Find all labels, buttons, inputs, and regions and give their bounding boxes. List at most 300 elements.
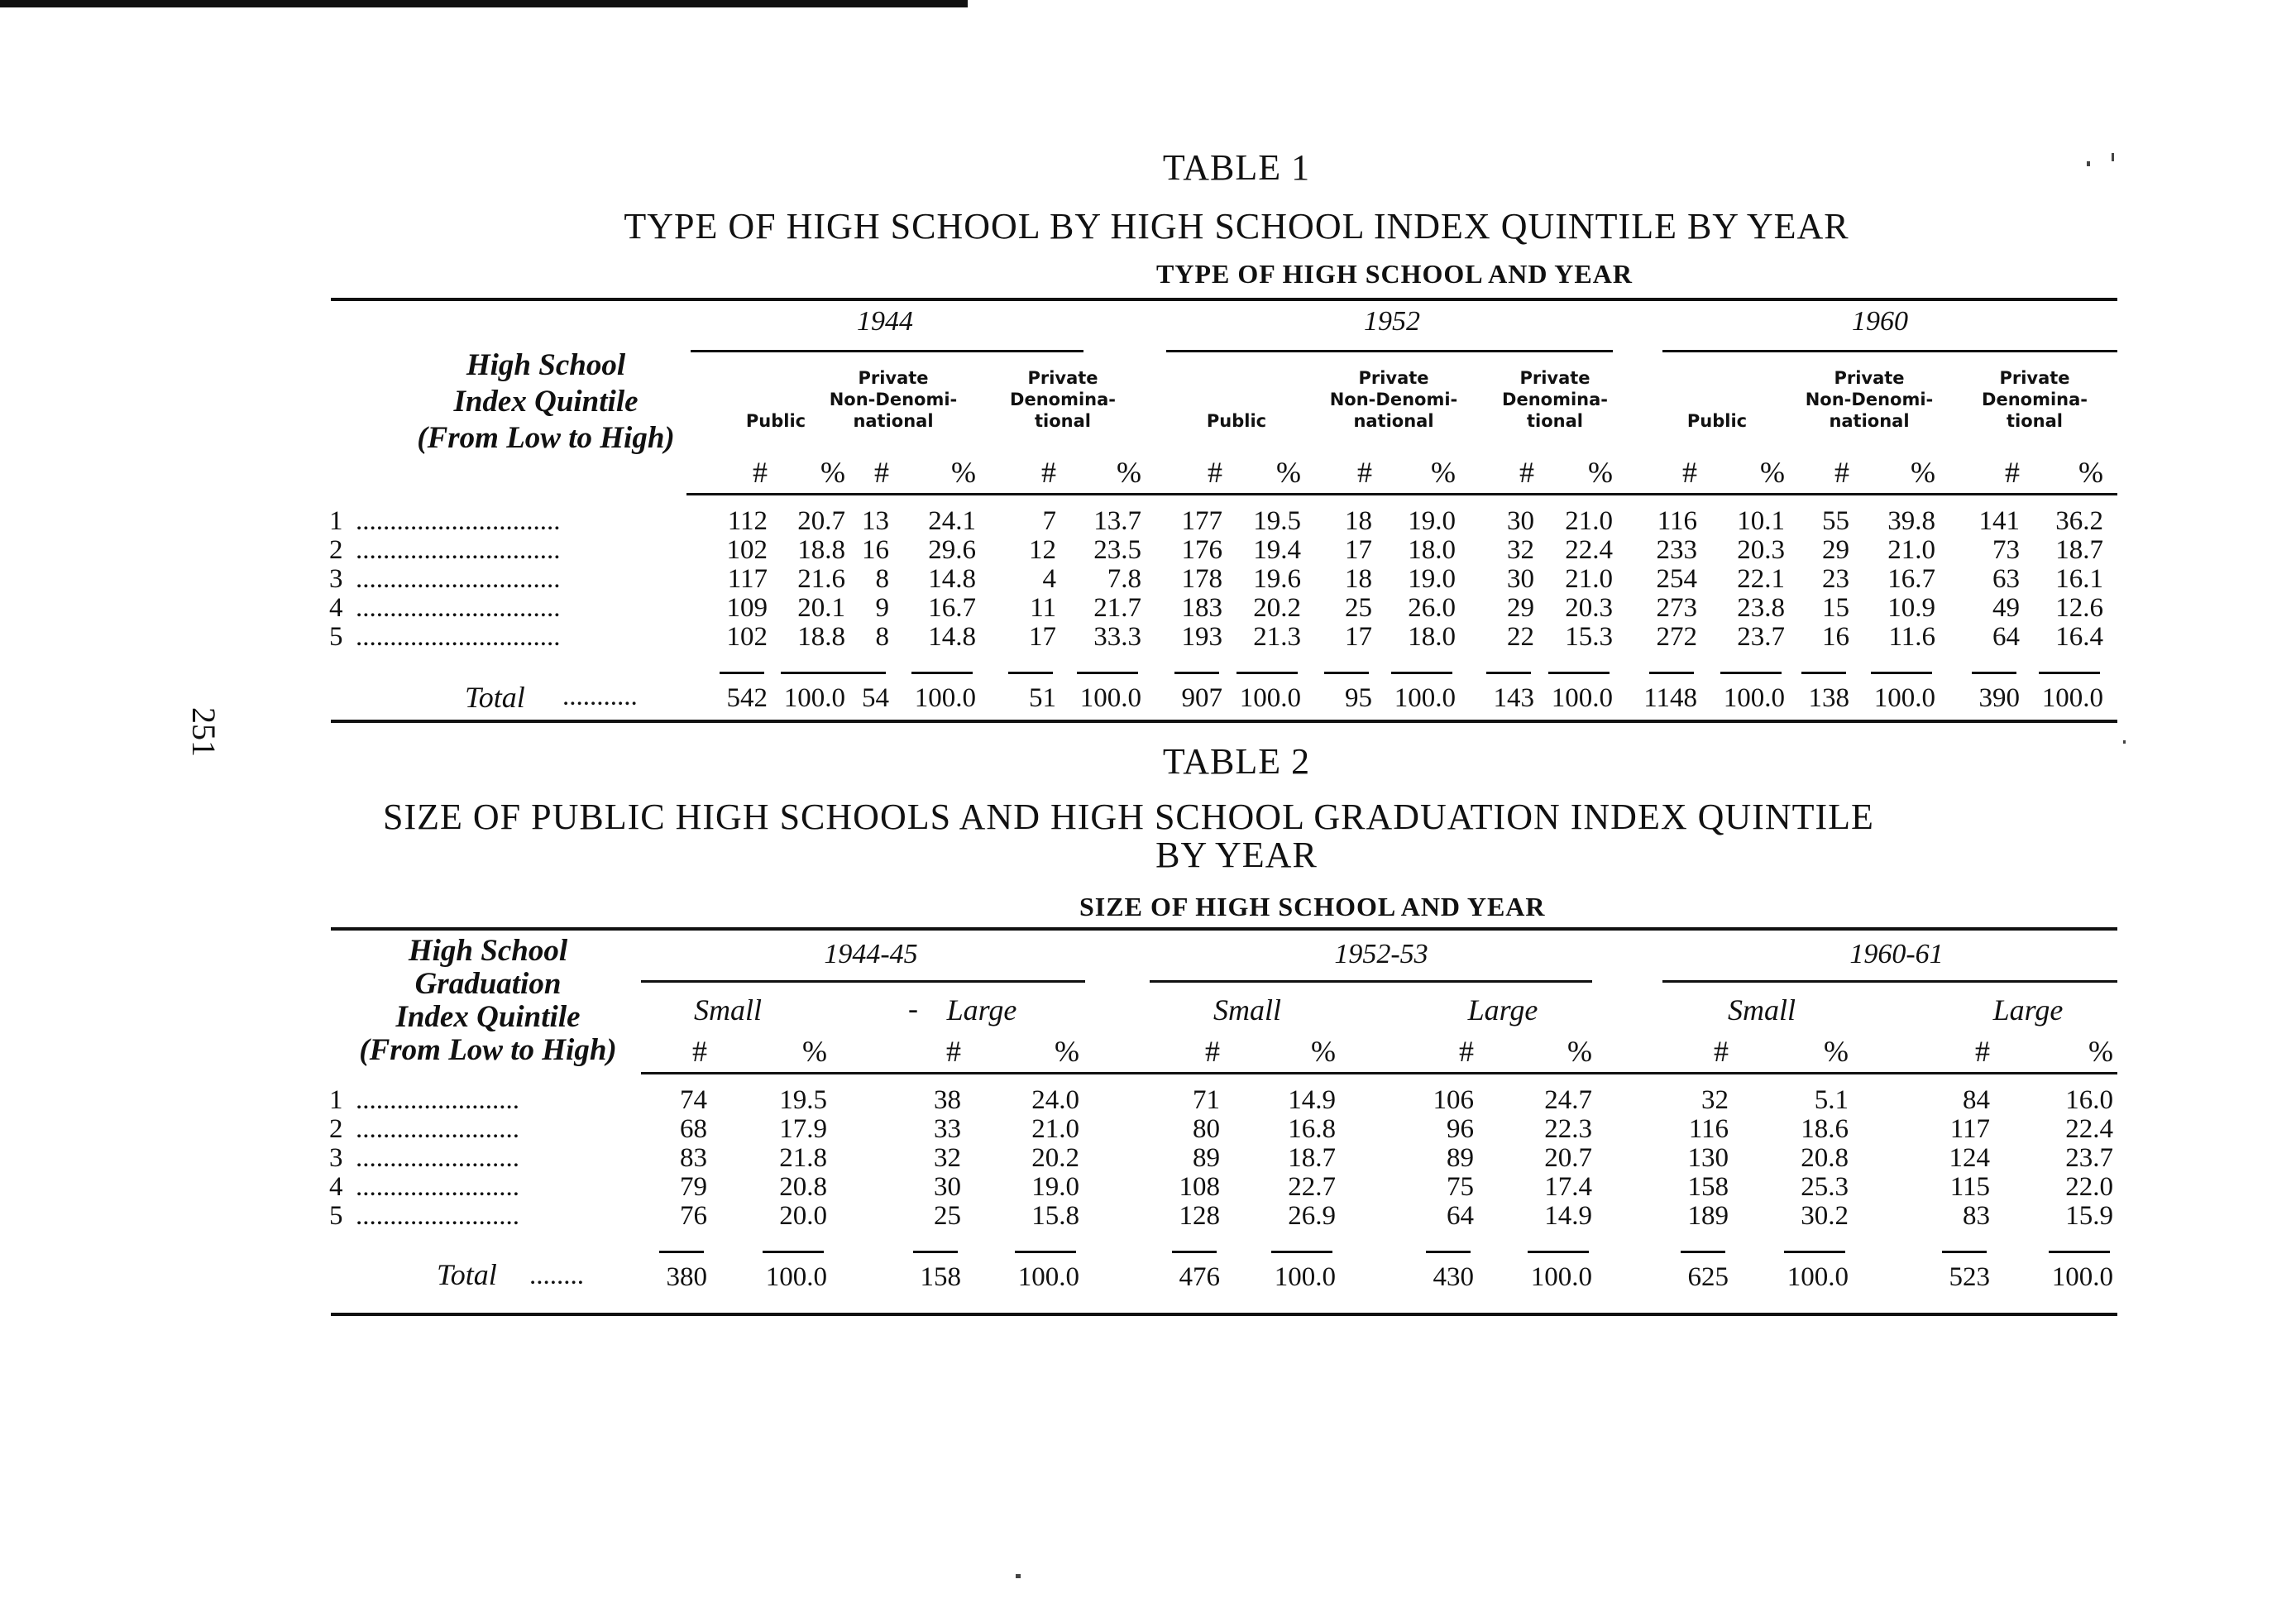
table1-type-header: Private xyxy=(1027,368,1098,388)
table2-cell-percent: 25.3 xyxy=(1801,1172,1849,1202)
table2-total-percent: 100.0 xyxy=(1017,1262,1079,1292)
table2-cell-percent: 14.9 xyxy=(1544,1201,1592,1231)
table2-total-dash xyxy=(763,1251,824,1253)
table2-total-count: 158 xyxy=(920,1262,961,1292)
table2-cell-percent: 16.0 xyxy=(2065,1085,2113,1115)
table2-cell-percent: 22.7 xyxy=(1288,1172,1336,1202)
table2-number-symbol: # xyxy=(1205,1035,1220,1068)
table1-cell-count: 8 xyxy=(875,564,889,594)
table1-cell-count: 4 xyxy=(1042,564,1056,594)
table1-cell-count: 233 xyxy=(1656,535,1697,565)
table2-cell-percent: 18.6 xyxy=(1801,1114,1849,1144)
table1-spanner: TYPE OF HIGH SCHOOL AND YEAR xyxy=(1156,259,1633,289)
table2-stub-head-line: Graduation xyxy=(414,967,562,1001)
table1-stub-head-line: (From Low to High) xyxy=(417,421,675,455)
table1-type-header: national xyxy=(853,411,934,431)
table2-spanner: SIZE OF HIGH SCHOOL AND YEAR xyxy=(1079,892,1546,921)
table1-total-percent: 100.0 xyxy=(783,683,845,713)
table2-stub-head-line: Index Quintile xyxy=(395,1000,581,1034)
table2-row-label: 5 xyxy=(329,1201,343,1231)
table2-label: TABLE 2 xyxy=(1162,741,1311,782)
table2-cell-count: 30 xyxy=(934,1172,961,1202)
table1-cell-percent: 29.6 xyxy=(928,535,976,565)
table1-row-label: 3 xyxy=(329,564,343,594)
table2-row-leader: ........................ xyxy=(356,1085,519,1115)
table1-cell-count: 30 xyxy=(1507,564,1534,594)
table1-cell-count: 9 xyxy=(875,593,889,623)
table2-year-1952-53: 1952-53 xyxy=(1334,939,1428,969)
table1-cell-count: 273 xyxy=(1656,593,1697,623)
table1-cell-count: 30 xyxy=(1507,506,1534,536)
table1-cell-percent: 16.1 xyxy=(2055,564,2103,594)
table1-cell-percent: 22.1 xyxy=(1737,564,1785,594)
table1-row-leader: .............................. xyxy=(356,593,561,623)
table1-cell-percent: 12.6 xyxy=(2055,593,2103,623)
table2-cell-count: 79 xyxy=(680,1172,707,1202)
table1-number-symbol: # xyxy=(753,456,768,489)
table1-number-symbol: # xyxy=(1834,456,1849,489)
table2-cell-percent: 15.9 xyxy=(2065,1201,2113,1231)
table2-percent-symbol: % xyxy=(1055,1035,1079,1068)
table1-cell-count: 13 xyxy=(862,506,889,536)
table2-row-label: 1 xyxy=(329,1085,343,1115)
table1-cell-percent: 20.2 xyxy=(1253,593,1301,623)
table1-top-rule xyxy=(331,298,2117,301)
table2-cell-percent: 20.8 xyxy=(779,1172,827,1202)
table2-cell-percent: 22.4 xyxy=(2065,1114,2113,1144)
table1-cell-percent: 19.5 xyxy=(1253,506,1301,536)
table1-total-dash xyxy=(1486,672,1531,674)
table1-cell-percent: 23.8 xyxy=(1737,593,1785,623)
table1-cell-count: 102 xyxy=(726,535,768,565)
table2-cell-count: 108 xyxy=(1179,1172,1220,1202)
table2-percent-symbol: % xyxy=(802,1035,827,1068)
table2-cell-count: 115 xyxy=(1949,1172,1990,1202)
table1-total-percent: 100.0 xyxy=(2041,683,2103,713)
table1-cell-percent: 39.8 xyxy=(1887,506,1935,536)
table1-year-1944: 1944 xyxy=(857,306,913,337)
table2-cell-count: 89 xyxy=(1193,1143,1220,1173)
table1-cell-percent: 22.4 xyxy=(1565,535,1613,565)
table1-number-symbol: # xyxy=(1357,456,1372,489)
table1-cell-percent: 10.1 xyxy=(1737,506,1785,536)
table2-cell-count: 128 xyxy=(1179,1201,1220,1231)
table2-total-percent: 100.0 xyxy=(2051,1262,2113,1292)
table2-row-leader: ........................ xyxy=(356,1201,519,1231)
table2-total-dash xyxy=(1784,1251,1845,1253)
table2-cell-percent: 19.0 xyxy=(1031,1172,1079,1202)
table2-cell-count: 96 xyxy=(1447,1114,1474,1144)
table2-bottom-rule xyxy=(331,1313,2117,1316)
table1-cell-count: 272 xyxy=(1656,622,1697,652)
table1-cell-percent: 36.2 xyxy=(2055,506,2103,536)
table1-cell-percent: 16.4 xyxy=(2055,622,2103,652)
table2-row-label: 4 xyxy=(329,1172,343,1202)
table2-cell-percent: 21.8 xyxy=(779,1143,827,1173)
table2-cell-count: 130 xyxy=(1687,1143,1729,1173)
table1-total-dash xyxy=(1649,672,1694,674)
table1-total-count: 143 xyxy=(1493,683,1534,713)
table2-cell-count: 116 xyxy=(1688,1114,1729,1144)
table2-cell-count: 32 xyxy=(934,1143,961,1173)
table2-cell-count: 189 xyxy=(1687,1201,1729,1231)
table1-cell-count: 11 xyxy=(1030,593,1056,623)
table1-total-dash xyxy=(1008,672,1053,674)
table1-type-header: national xyxy=(1829,411,1910,431)
table1-total-dash xyxy=(1174,672,1219,674)
table1-total-count: 907 xyxy=(1181,683,1222,713)
table2-total-count: 380 xyxy=(666,1262,707,1292)
table1-cell-count: 17 xyxy=(1029,622,1056,652)
table1-cell-percent: 21.0 xyxy=(1565,564,1613,594)
table1-cell-percent: 14.8 xyxy=(928,564,976,594)
table2-cell-percent: 20.7 xyxy=(1544,1143,1592,1173)
table1-percent-symbol: % xyxy=(951,456,976,489)
table1-cell-count: 7 xyxy=(1042,506,1056,536)
table1-cell-count: 32 xyxy=(1507,535,1534,565)
table2-number-symbol: # xyxy=(1714,1035,1729,1068)
table2-total-label: Total xyxy=(437,1258,497,1291)
table2-cell-count: 76 xyxy=(680,1201,707,1231)
table1-total-percent: 100.0 xyxy=(1551,683,1613,713)
table2-total-dash xyxy=(2049,1251,2110,1253)
table2-cell-count: 38 xyxy=(934,1085,961,1115)
table1-percent-symbol: % xyxy=(1760,456,1785,489)
table1-cell-percent: 16.7 xyxy=(1887,564,1935,594)
table1-total-percent: 100.0 xyxy=(1394,683,1456,713)
table1-type-header: Non-Denomi- xyxy=(829,390,958,409)
table2-total-count: 476 xyxy=(1179,1262,1220,1292)
table1-cell-count: 55 xyxy=(1822,506,1849,536)
table1-header-rule xyxy=(686,493,2117,495)
table1-total-dash xyxy=(1324,672,1369,674)
table1-cell-percent: 21.3 xyxy=(1253,622,1301,652)
table1-number-symbol: # xyxy=(1041,456,1056,489)
table1-total-count: 1148 xyxy=(1643,683,1697,713)
table1-number-symbol: # xyxy=(1682,456,1697,489)
table1-row-leader: .............................. xyxy=(356,622,561,652)
table1-cell-count: 29 xyxy=(1507,593,1534,623)
table1-total-dash xyxy=(841,672,886,674)
table1-type-header: Denomina- xyxy=(1502,390,1608,409)
table1-total-dash xyxy=(911,672,973,674)
table2-percent-symbol: % xyxy=(1567,1035,1592,1068)
table1-percent-symbol: % xyxy=(1588,456,1613,489)
table2-cell-count: 84 xyxy=(1963,1085,1990,1115)
table2-total-dash xyxy=(1942,1251,1987,1253)
table2-total-count: 625 xyxy=(1687,1262,1729,1292)
table1-cell-count: 254 xyxy=(1656,564,1697,594)
table2-cell-percent: 18.7 xyxy=(1288,1143,1336,1173)
table2-row-leader: ........................ xyxy=(356,1143,519,1173)
table1-cell-percent: 23.5 xyxy=(1093,535,1141,565)
table2-cell-percent: 20.2 xyxy=(1031,1143,1079,1173)
table1-cell-percent: 20.3 xyxy=(1565,593,1613,623)
scan-top-edge xyxy=(0,0,968,7)
table1-cell-percent: 26.0 xyxy=(1408,593,1456,623)
table2-row-leader: ........................ xyxy=(356,1114,519,1144)
table2-cell-percent: 22.3 xyxy=(1544,1114,1592,1144)
table1-cell-percent: 21.6 xyxy=(797,564,845,594)
table2-size-header: Large xyxy=(1467,993,1538,1027)
table2-total-dash xyxy=(1681,1251,1725,1253)
table1-cell-count: 8 xyxy=(875,622,889,652)
table1-total-count: 390 xyxy=(1978,683,2020,713)
table1-type-header: Public xyxy=(1686,411,1748,431)
table2-cell-count: 33 xyxy=(934,1114,961,1144)
table1-cell-count: 176 xyxy=(1181,535,1222,565)
table1-type-header: Private xyxy=(1358,368,1429,388)
table1-bottom-rule xyxy=(331,720,2117,723)
table1-total-leader: ........... xyxy=(562,682,638,711)
table1-cell-count: 25 xyxy=(1345,593,1372,623)
table1-cell-count: 18 xyxy=(1345,564,1372,594)
table1-cell-count: 63 xyxy=(1992,564,2020,594)
table1-type-header: Denomina- xyxy=(1010,390,1116,409)
scan-speck xyxy=(1016,1574,1021,1578)
table2-cell-percent: 17.9 xyxy=(779,1114,827,1144)
table2-cell-percent: 5.1 xyxy=(1814,1085,1849,1115)
table1-cell-count: 193 xyxy=(1181,622,1222,652)
table1-year-rule xyxy=(1662,350,2117,352)
table1-percent-symbol: % xyxy=(1117,456,1141,489)
table1-total-dash xyxy=(1391,672,1452,674)
table1-cell-percent: 11.6 xyxy=(1888,622,1935,652)
table2-cell-percent: 26.9 xyxy=(1288,1201,1336,1231)
table1-cell-percent: 18.8 xyxy=(797,535,845,565)
table2-total-percent: 100.0 xyxy=(1274,1262,1336,1292)
table1-number-symbol: # xyxy=(1519,456,1534,489)
table1-number-symbol: # xyxy=(2005,456,2020,489)
table1-cell-percent: 18.7 xyxy=(2055,535,2103,565)
table1-total-percent: 100.0 xyxy=(914,683,976,713)
table1-cell-percent: 10.9 xyxy=(1887,593,1935,623)
table2-year-1960-61: 1960-61 xyxy=(1849,939,1944,969)
table2-cell-percent: 30.2 xyxy=(1801,1201,1849,1231)
table2-cell-percent: 15.8 xyxy=(1031,1201,1079,1231)
table1-year-1952: 1952 xyxy=(1364,306,1420,337)
table1-cell-count: 17 xyxy=(1345,622,1372,652)
table1-total-dash xyxy=(1720,672,1782,674)
table1-cell-percent: 18.0 xyxy=(1408,535,1456,565)
table1-type-header: Private xyxy=(1519,368,1590,388)
table2-cell-percent: 19.5 xyxy=(779,1085,827,1115)
table1-type-header: Denomina- xyxy=(1982,390,2088,409)
table2-title-line2: BY YEAR xyxy=(1155,835,1318,875)
table1-cell-count: 109 xyxy=(726,593,768,623)
table1-cell-count: 183 xyxy=(1181,593,1222,623)
table2-year-rule xyxy=(641,980,1085,983)
table2-total-percent: 100.0 xyxy=(765,1262,827,1292)
table2-row-label: 3 xyxy=(329,1143,343,1173)
table1-type-header: Non-Denomi- xyxy=(1329,390,1458,409)
table1-cell-count: 16 xyxy=(862,535,889,565)
table2-total-count: 523 xyxy=(1949,1262,1990,1292)
table2-cell-count: 64 xyxy=(1447,1201,1474,1231)
table2-header-rule xyxy=(641,1072,2117,1074)
table2-year-rule xyxy=(1150,980,1592,983)
table2-size-header: Small xyxy=(693,993,762,1027)
table2-top-rule xyxy=(331,927,2117,931)
table2-percent-symbol: % xyxy=(1311,1035,1336,1068)
table1-cell-count: 15 xyxy=(1822,593,1849,623)
table2-cell-count: 83 xyxy=(680,1143,707,1173)
table2-number-symbol: # xyxy=(1459,1035,1474,1068)
table2-cell-percent: 14.9 xyxy=(1288,1085,1336,1115)
table1-total-percent: 100.0 xyxy=(1079,683,1141,713)
table1-cell-percent: 21.0 xyxy=(1565,506,1613,536)
table2-stub-head-line: (From Low to High) xyxy=(359,1033,617,1067)
table1-total-count: 95 xyxy=(1345,683,1372,713)
table2-cell-count: 117 xyxy=(1949,1114,1990,1144)
table1-total-count: 138 xyxy=(1808,683,1849,713)
page-number: 251 xyxy=(185,707,222,757)
table1-total-dash xyxy=(720,672,764,674)
table1-percent-symbol: % xyxy=(2078,456,2103,489)
table1-cell-percent: 19.6 xyxy=(1253,564,1301,594)
table2-total-dash xyxy=(1528,1251,1589,1253)
table1-type-header: tional xyxy=(1035,411,1091,431)
table1-total-dash xyxy=(2039,672,2100,674)
table1-cell-percent: 19.0 xyxy=(1408,506,1456,536)
table2-size-header: Large xyxy=(1992,993,2064,1027)
table1-row-leader: .............................. xyxy=(356,535,561,565)
table1-total-dash xyxy=(781,672,842,674)
table2-number-symbol: # xyxy=(946,1035,961,1068)
table1-cell-percent: 19.4 xyxy=(1253,535,1301,565)
table1-cell-count: 112 xyxy=(727,506,768,536)
table2-total-dash xyxy=(913,1251,958,1253)
table2-total-leader: ........ xyxy=(529,1261,584,1290)
table2-cell-percent: 23.7 xyxy=(2065,1143,2113,1173)
table2-size-header: Small xyxy=(1213,993,1281,1027)
table2-stub-head-line: High School xyxy=(408,934,568,968)
table2-total-dash xyxy=(659,1251,704,1253)
table2-year-1944-45: 1944-45 xyxy=(824,939,918,969)
table2-cell-count: 75 xyxy=(1447,1172,1474,1202)
table2-cell-percent: 21.0 xyxy=(1031,1114,1079,1144)
table2-total-percent: 100.0 xyxy=(1530,1262,1592,1292)
table1-type-header: tional xyxy=(1527,411,1583,431)
table1-cell-percent: 18.0 xyxy=(1408,622,1456,652)
table1-total-dash xyxy=(1801,672,1846,674)
table2-total-dash xyxy=(1172,1251,1217,1253)
table1-type-header: national xyxy=(1353,411,1434,431)
table1-number-symbol: # xyxy=(874,456,889,489)
table1-total-count: 542 xyxy=(726,683,768,713)
table1-row-label: 2 xyxy=(329,535,343,565)
table2-cell-count: 106 xyxy=(1433,1085,1474,1115)
table1-total-dash xyxy=(1077,672,1138,674)
table2-total-count: 430 xyxy=(1433,1262,1474,1292)
table1-cell-count: 49 xyxy=(1992,593,2020,623)
table1-percent-symbol: % xyxy=(1911,456,1935,489)
table1-percent-symbol: % xyxy=(1276,456,1301,489)
table2-cell-count: 89 xyxy=(1447,1143,1474,1173)
table2-cell-count: 80 xyxy=(1193,1114,1220,1144)
table1-title: TYPE OF HIGH SCHOOL BY HIGH SCHOOL INDEX QUINTILE BY YEAR xyxy=(624,206,1849,246)
table1-cell-percent: 20.7 xyxy=(797,506,845,536)
table2-cell-percent: 22.0 xyxy=(2065,1172,2113,1202)
table1-cell-percent: 14.8 xyxy=(928,622,976,652)
table1-cell-percent: 13.7 xyxy=(1093,506,1141,536)
table1-cell-percent: 21.7 xyxy=(1093,593,1141,623)
table2-percent-symbol: % xyxy=(2088,1035,2113,1068)
table1-type-header: Non-Denomi- xyxy=(1805,390,1934,409)
table2-size-marker: - xyxy=(908,992,918,1025)
table1-cell-count: 73 xyxy=(1992,535,2020,565)
table2-size-header: Small xyxy=(1727,993,1796,1027)
table1-cell-percent: 23.7 xyxy=(1737,622,1785,652)
table2-cell-count: 158 xyxy=(1687,1172,1729,1202)
table2-cell-count: 74 xyxy=(680,1085,707,1115)
table2-cell-count: 124 xyxy=(1949,1143,1990,1173)
table1-cell-count: 22 xyxy=(1507,622,1534,652)
table1-cell-percent: 20.3 xyxy=(1737,535,1785,565)
table1-percent-symbol: % xyxy=(1431,456,1456,489)
table2-total-dash xyxy=(1271,1251,1332,1253)
table1-cell-count: 102 xyxy=(726,622,768,652)
table1-total-dash xyxy=(1972,672,2016,674)
table1-total-count: 54 xyxy=(862,683,889,713)
table1-cell-percent: 19.0 xyxy=(1408,564,1456,594)
table1-cell-percent: 33.3 xyxy=(1093,622,1141,652)
table1-type-header: Private xyxy=(1999,368,2070,388)
table1-cell-count: 117 xyxy=(727,564,768,594)
table1-year-1960: 1960 xyxy=(1852,306,1908,337)
table2-size-header: Large xyxy=(946,993,1017,1027)
table1-total-percent: 100.0 xyxy=(1873,683,1935,713)
table1-cell-count: 177 xyxy=(1181,506,1222,536)
table2-cell-percent: 24.7 xyxy=(1544,1085,1592,1115)
table2-cell-percent: 20.8 xyxy=(1801,1143,1849,1173)
table2-total-dash xyxy=(1015,1251,1076,1253)
table2-cell-percent: 17.4 xyxy=(1544,1172,1592,1202)
table1-type-header: tional xyxy=(2007,411,2063,431)
table1-percent-symbol: % xyxy=(820,456,845,489)
table1-cell-percent: 16.7 xyxy=(928,593,976,623)
table2-number-symbol: # xyxy=(692,1035,707,1068)
table1-row-label: 1 xyxy=(329,506,343,536)
table1-cell-count: 12 xyxy=(1029,535,1056,565)
table2-row-label: 2 xyxy=(329,1114,343,1144)
table1-type-header: Public xyxy=(1206,411,1267,431)
table2-total-dash xyxy=(1426,1251,1471,1253)
table2-title-line1: SIZE OF PUBLIC HIGH SCHOOLS AND HIGH SCHOOL GRADUATION INDEX QUINTILE xyxy=(383,797,1874,837)
table1-total-label: Total xyxy=(465,681,525,714)
table1-cell-percent: 20.1 xyxy=(797,593,845,623)
table1-cell-percent: 15.3 xyxy=(1565,622,1613,652)
table1-total-dash xyxy=(1548,672,1610,674)
table2-cell-percent: 16.8 xyxy=(1288,1114,1336,1144)
table1-total-dash xyxy=(1236,672,1298,674)
table2-row-leader: ........................ xyxy=(356,1172,519,1202)
table1-row-label: 4 xyxy=(329,593,343,623)
table1-cell-percent: 24.1 xyxy=(928,506,976,536)
table2-cell-percent: 24.0 xyxy=(1031,1085,1079,1115)
table1-total-percent: 100.0 xyxy=(1239,683,1301,713)
table2-number-symbol: # xyxy=(1975,1035,1990,1068)
table2-cell-count: 71 xyxy=(1193,1085,1220,1115)
table1-stub-head-line: Index Quintile xyxy=(453,385,639,419)
table1-type-header: Private xyxy=(1834,368,1905,388)
table1-cell-count: 141 xyxy=(1978,506,2020,536)
table1-cell-count: 64 xyxy=(1992,622,2020,652)
table2-percent-symbol: % xyxy=(1824,1035,1849,1068)
table1-row-leader: .............................. xyxy=(356,564,561,594)
table2-year-rule xyxy=(1662,980,2117,983)
table1-cell-count: 116 xyxy=(1657,506,1697,536)
